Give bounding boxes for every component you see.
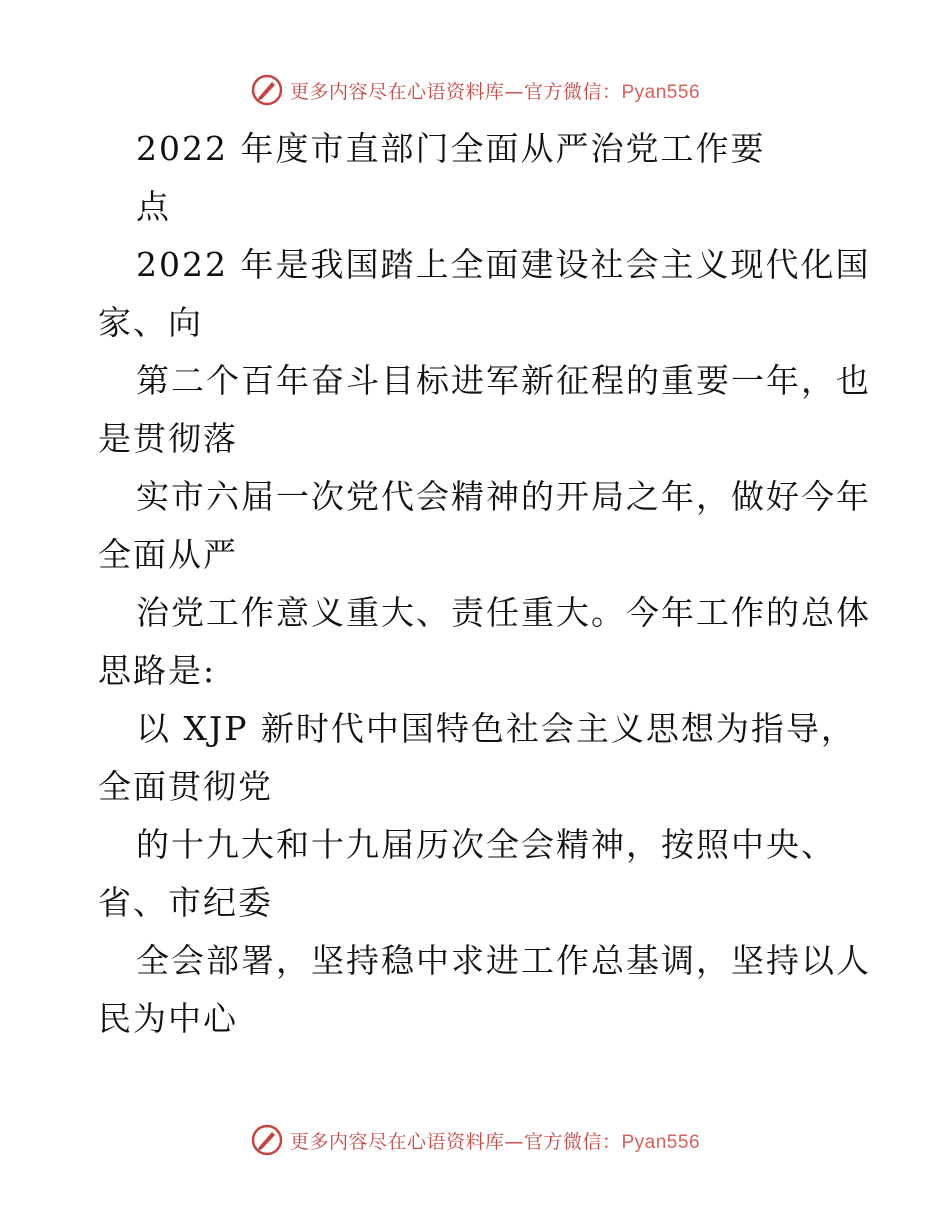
quill-logo-icon <box>250 73 284 107</box>
text-line: 思路是: <box>98 651 217 690</box>
watermark-text: 更多内容尽在心语资料库—官方微信：Pyan556 <box>289 1130 701 1153</box>
text-line: 第二个百年奋斗目标进军新征程的重要一年，也 <box>136 361 871 400</box>
text-line: 实市六届一次党代会精神的开局之年，做好今年 <box>136 477 871 516</box>
text-line: 以 XJP 新时代中国特色社会主义思想为指导， <box>136 709 856 748</box>
text-line: 2022 年是我国踏上全面建设社会主义现代化国 <box>136 245 871 284</box>
text-line: 全面从严 <box>98 535 238 574</box>
text-line: 是贯彻落 <box>98 419 238 458</box>
document-body <box>98 120 871 1048</box>
header-watermark <box>0 70 950 110</box>
text-line: 全会部署，坚持稳中求进工作总基调，坚持以人 <box>136 941 871 980</box>
text-line: 全面贯彻党 <box>98 767 273 806</box>
text-line: 的十九大和十九届历次全会精神，按照中央、 <box>136 825 836 864</box>
text-line: 省、市纪委 <box>98 883 273 922</box>
quill-logo-icon <box>250 1123 284 1157</box>
footer-watermark <box>0 1120 950 1160</box>
text-line: 2022 年度市直部门全面从严治党工作要 <box>136 129 766 168</box>
text-line: 治党工作意义重大、责任重大。今年工作的总体 <box>136 593 871 632</box>
text-line: 点 <box>136 187 171 226</box>
watermark-text: 更多内容尽在心语资料库—官方微信：Pyan556 <box>289 80 701 103</box>
text-line: 家、向 <box>98 303 203 342</box>
text-line: 民为中心 <box>98 999 238 1038</box>
